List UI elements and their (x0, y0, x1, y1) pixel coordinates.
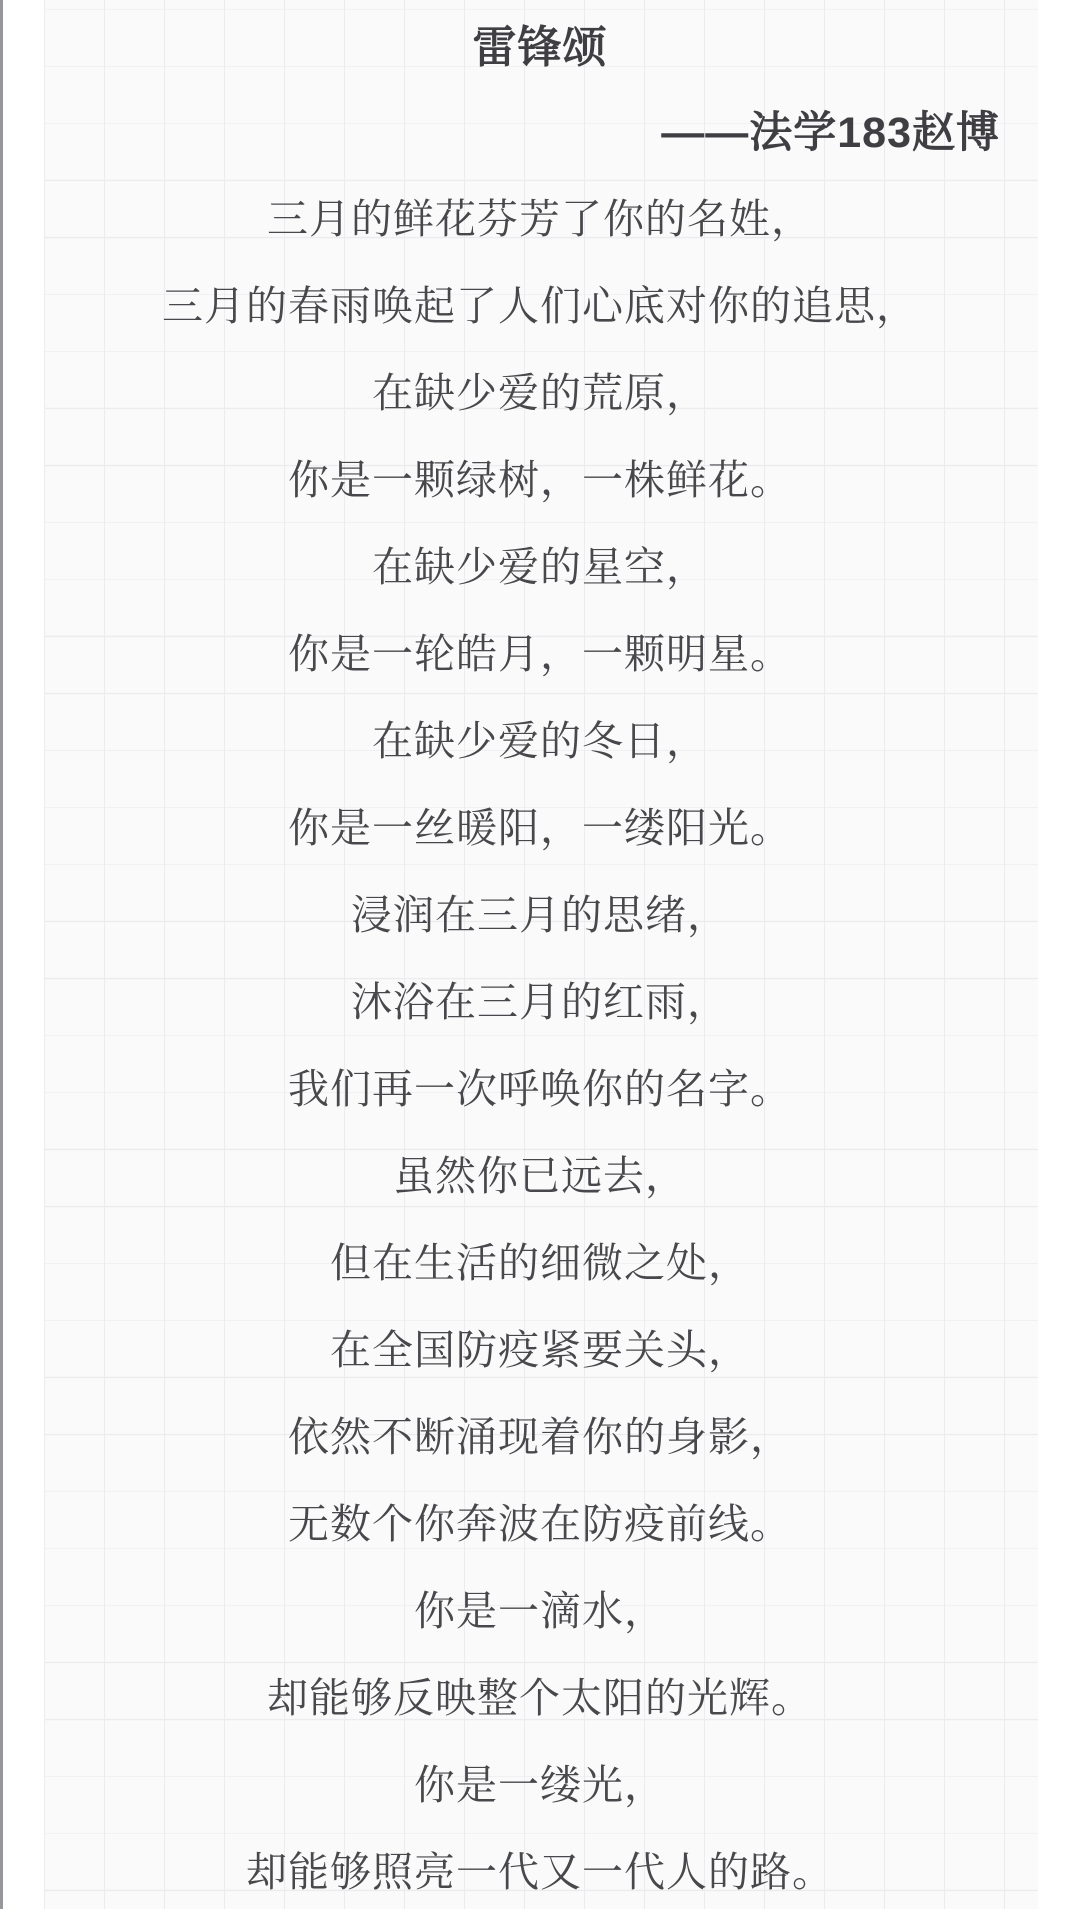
poem-line: 你是一缕光， (414, 1762, 666, 1808)
poem-line: 三月的鲜花芬芳了你的名姓， (267, 196, 813, 242)
poem-line: 无数个你奔波在防疫前线。 (288, 1501, 792, 1547)
poem-line: 沐浴在三月的红雨， (351, 979, 729, 1025)
poem-line: 浸润在三月的思绪， (351, 892, 729, 938)
poem-body (0, 172, 1080, 1912)
poem-line: 在全国防疫紧要关头， (330, 1327, 750, 1373)
poem-line: 但在生活的细微之处， (330, 1240, 750, 1286)
poem-line: 我们再一次呼唤你的名字。 (288, 1066, 792, 1112)
poem-line: 你是一滴水， (414, 1588, 666, 1634)
poem-line: 你是一颗绿树，一株鲜花。 (288, 457, 792, 503)
poem-line: 在缺少爱的荒原， (372, 370, 708, 416)
poem-line: 你是一轮皓月，一颗明星。 (288, 631, 792, 677)
poem-line: 却能够反映整个太阳的光辉。 (267, 1675, 813, 1721)
poem-line: 却能够照亮一代又一代人的路。 (246, 1849, 834, 1895)
poem-line: 依然不断涌现着你的身影， (288, 1414, 792, 1460)
poem-line: 你是一丝暖阳，一缕阳光。 (288, 805, 792, 851)
page-title: 雷锋颂 (472, 23, 608, 72)
poem-line: 三月的春雨唤起了人们心底对你的追思， (162, 283, 918, 329)
author-line: ——法学183赵博 (661, 108, 1000, 157)
poem-line: 虽然你已远去， (393, 1153, 687, 1199)
poem-line: 在缺少爱的星空， (372, 544, 708, 590)
poem-line: 在缺少爱的冬日， (372, 718, 708, 764)
